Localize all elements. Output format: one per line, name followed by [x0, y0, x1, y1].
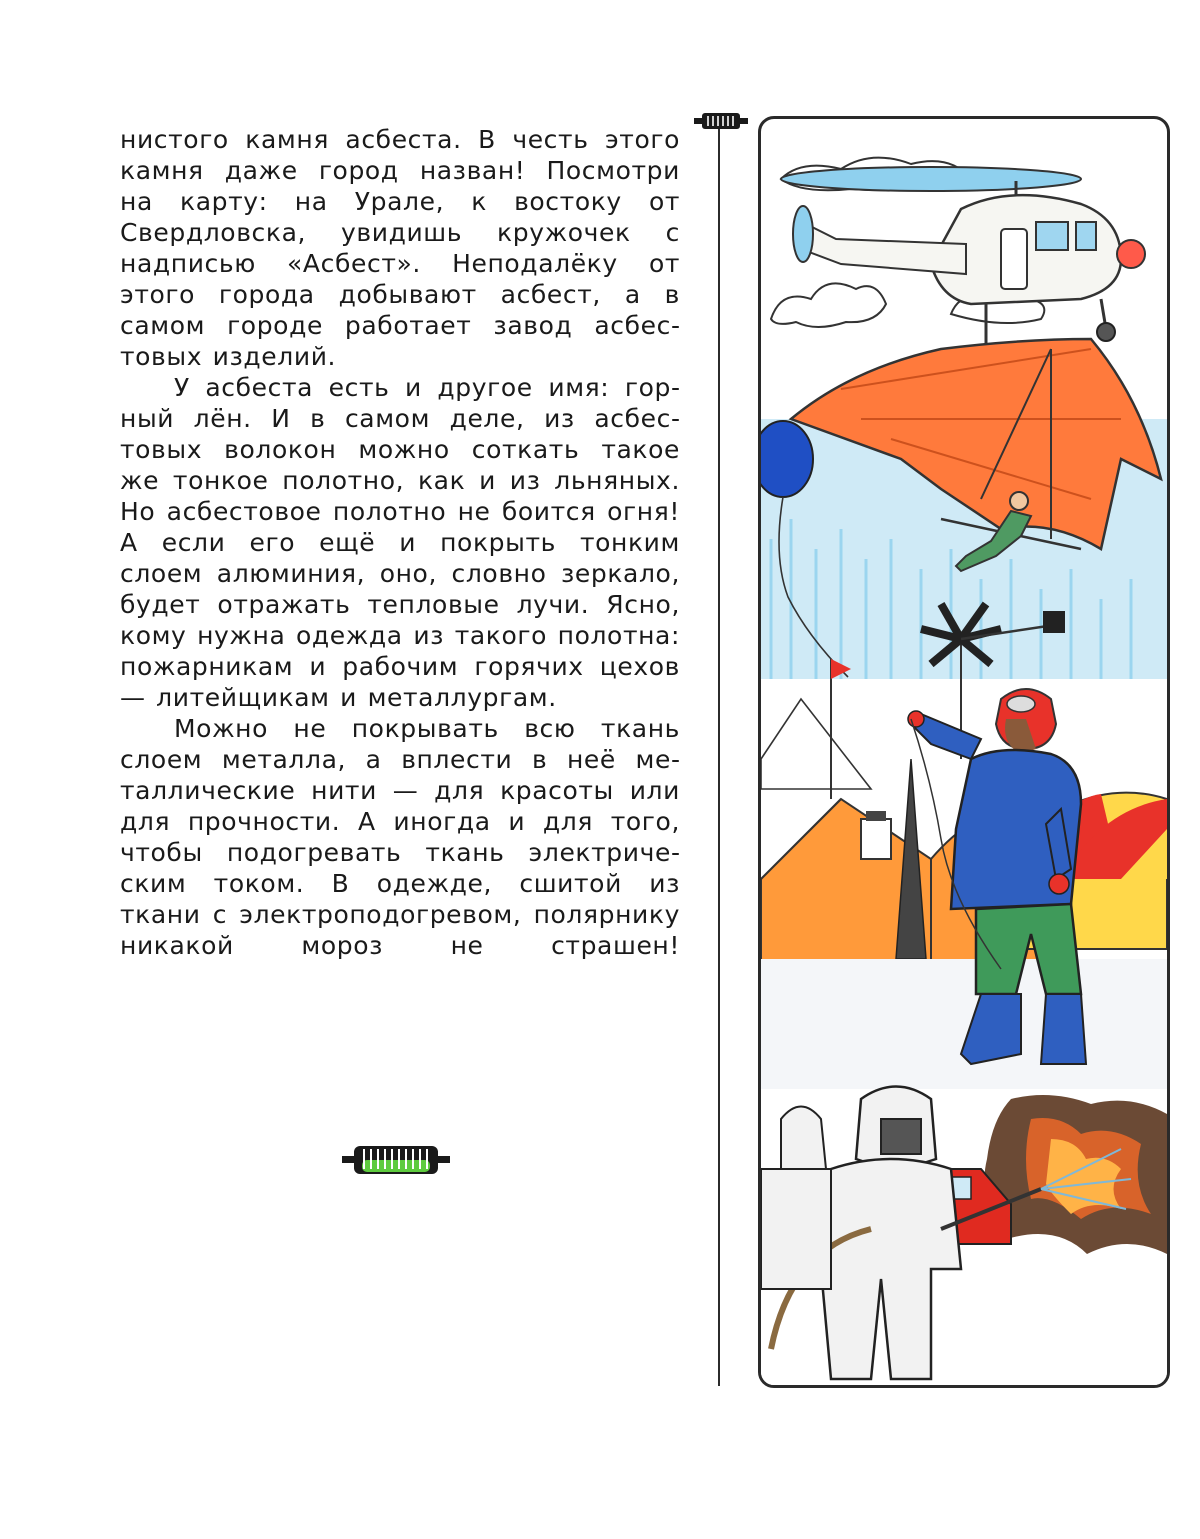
paragraph-2: У асбеста есть и другое имя: горный лён. И в самом деле, из асбестовых волокон можно соткать такое же тонкое полотно, как и из льняных. Но асбестовое полотно не боится огня! А если его ещё и покрыть тонким слоем алюминия, оно, словно зеркало, будет отражать тепловые лучи. Ясно, кому нужна одежда из такого полотна: пожарникам и рабочим горячих цехов — литейщикам и металлургам.	[120, 373, 680, 712]
vertical-divider	[718, 128, 720, 1386]
helicopter-icon	[781, 167, 1145, 365]
illustration-panel	[758, 116, 1170, 1388]
cable-cap-icon	[692, 110, 750, 136]
paragraph-1: нистого камня асбеста. В честь этого камня даже город назван! Посмотри на карту: на Урале, к востоку от Свердловска, увидишь кружочек с надписью «Асбест». Неподалёку от этого города добывают асбест, а в самом городе работает завод асбестовых изделий.	[120, 125, 680, 371]
heating-cable-ornament-icon	[340, 1140, 452, 1184]
paragraph-3: Можно не покрывать всю ткань слоем металла, а вплести в неё металлические нити — для красоты или для прочности. А иногда и для того, чтобы подогревать ткань электрическим током. В одежде, сшитой из ткани с электроподогревом, полярнику никакой мороз не страшен!	[120, 714, 680, 960]
article-text	[120, 124, 680, 961]
